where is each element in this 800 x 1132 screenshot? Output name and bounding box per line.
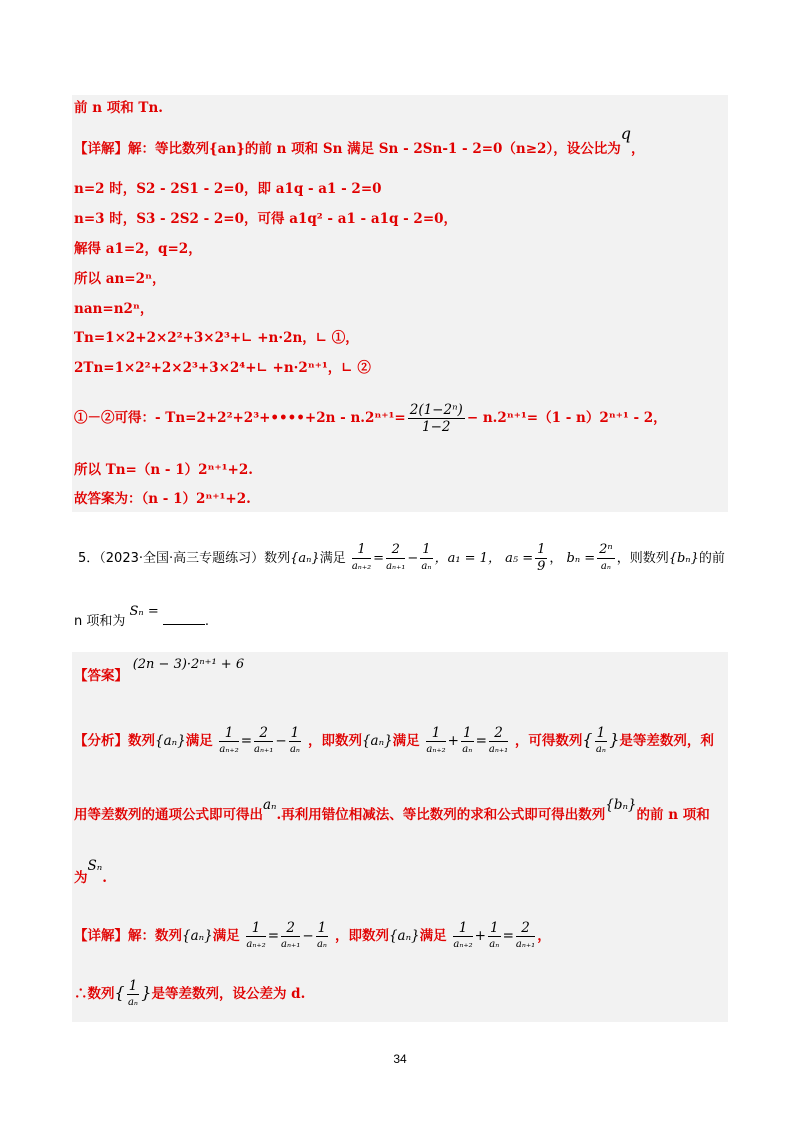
frac-2-an1-num: 2 [386,542,405,559]
num: 1 [317,920,327,936]
den: aₙ₊₁ [281,939,301,950]
analysis-line-3-text: 为 [74,870,88,886]
an-symbol: aₙ [263,797,277,813]
equals-sign: = [502,928,514,944]
detail-line-2-end: 是等差数列，设公差为 d. [151,986,306,1002]
solution-line-10-end: − n.2ⁿ⁺¹=（1 - n）2ⁿ⁺¹ - 2， [466,410,667,426]
frac-1-an2-den: aₙ₊₂ [351,561,372,572]
solution-line-3: n=2 时，S2 - 2S1 - 2=0，即 a1q - a1 - 2=0 [74,181,382,197]
problem-5-satisfies: 满足 [319,551,346,566]
detail-text-4: 满足 [419,928,447,944]
problem-5-line-1 [78,542,725,575]
frac-bn-den: aₙ [600,561,611,572]
analysis-text-6: 是等差数列，利 [619,733,714,749]
seq-a: {aₙ} [182,928,213,944]
solution-line-11: 所以 Tn=（n - 1）2ⁿ⁺¹+2. [74,462,253,478]
frac-1-an2 [453,920,472,953]
solution-line-2-text: 【详解】解：等比数列{an}的前 n 项和 Sn 满足 Sn - 2Sn-1 - 2=0（n≥2），设公比为 [74,141,621,157]
problem-5-line-2-text: n 项和为 [74,614,126,629]
detail-line-2: ∴数列{ $\frac{1}{\text{aₙ}}$ }是等差数列，设公差为 d. [74,978,305,1011]
den: aₙ₊₂ [246,939,266,950]
analysis-line-2-text: 用等差数列的通项公式即可得出 [74,807,263,823]
analysis-text-5: ，可得数列 [514,733,583,749]
answer-blank [163,612,205,625]
solution-line-5: 解得 a1=2，q=2， [74,241,202,257]
den: aₙ [489,939,500,950]
analysis-text-2: 满足 [185,733,213,749]
frac-a5-num: 1 [537,542,546,557]
equals-sign: = [475,733,487,749]
analysis-text-3: ，即数列 [307,733,362,749]
seq-b: {bₙ} [668,551,699,566]
seq-a: {aₙ} [155,733,186,749]
num: 1 [219,725,238,742]
seq-a: {aₙ} [361,733,393,749]
sum-fraction-numerator: 2(1−2ⁿ) [409,402,463,418]
num: 2 [516,920,535,937]
den: aₙ₊₂ [219,744,239,755]
num: 1 [596,725,606,741]
den: aₙ [462,744,473,755]
frac-2-an1-den: aₙ₊₁ [386,561,406,572]
frac-1-an [316,920,329,953]
detail-text-5: ， [537,928,551,944]
solution-line-1: 前 n 项和 Tn. [74,100,163,116]
frac-1-an-num: 1 [422,542,431,557]
solution-line-8: Tn=1×2+2×2²+3×2³+∟ +n·2n，∟ ①， [74,330,359,346]
analysis-line-1: 【分析】数列{aₙ}满足 $\frac{1}{\text{aₙ₊₂}}$ = $\frac{2}{\text{aₙ₊₁}}$ − $\frac{1}{\text{aₙ}}$ ，即数列{aₙ}满足 $\frac{1}{\text{aₙ₊₂}}$ + $\frac{1}{\text{aₙ}}$ = $\frac{2}{\text{aₙ₊₁}}$ ，可得数列{ $\frac{1}{\text{aₙ}}$ }是等差数列，利 [74,725,714,758]
num: 1 [426,725,445,742]
den: aₙ₊₂ [453,939,473,950]
equals-sign: = [373,551,385,566]
problem-5-then: ，则数列 [616,551,669,566]
num: 2 [281,920,300,937]
definition-bn: bₙ = [566,551,596,566]
answer-line [74,657,245,687]
problem-5-line-2 [74,604,209,632]
seq-a: {aₙ} [388,928,420,944]
answer-value: (2n − 3)·2ⁿ⁺¹ + 6 [132,657,245,672]
num: 1 [246,920,265,937]
frac-1-an [420,542,432,575]
solution-line-10-text: ①－②可得：- Tn=2+2²+2³+••••+2n - n.2ⁿ⁺¹= [74,410,406,426]
frac-2-an1 [489,725,508,758]
minus-sign: − [275,733,287,749]
den: aₙ₊₁ [254,744,274,755]
frac-bn [597,542,615,575]
condition-a5: a₅ = [505,551,534,566]
problem-5-line-2-end: . [204,614,209,629]
ratio-variable: q [620,124,631,143]
num: 1 [489,920,499,936]
frac-2-an1 [281,920,300,953]
frac-1-an-den: aₙ [421,561,432,572]
bn-symbol: {bₙ} [605,797,637,813]
minus-sign: − [302,928,314,944]
num: 1 [128,978,138,994]
den: aₙ₊₂ [426,744,446,755]
detail-label: 【详解】解：数列 [74,928,182,944]
frac-1-an [461,725,474,758]
num: 2 [489,725,508,742]
analysis-label: 【分析】 [74,733,128,749]
den: aₙ₊₁ [515,939,536,950]
sum-fraction [408,402,465,435]
solution-line-2-end: ， [630,141,645,157]
solution-line-2 [74,124,645,159]
frac-1-an2 [352,542,371,575]
frac-1-an2 [246,920,265,953]
solution-line-9: 2Tn=1×2²+2×2³+3×2⁴+∟ +n·2ⁿ⁺¹，∟ ② [74,360,371,376]
solution-line-4: n=3 时，S3 - 2S2 - 2=0，可得 a1q² - a1 - a1q - 2=0， [74,211,458,227]
num: 2 [254,725,273,742]
sn-symbol: Sₙ = [129,604,159,619]
frac-1-an-braced [127,978,140,1011]
den: aₙ₊₁ [488,744,509,755]
detail-line-2-text: ∴数列 [74,986,115,1002]
analysis-line-3 [74,858,107,888]
answer-label: 【答案】 [74,668,128,684]
analysis-text-1: 数列 [128,733,155,749]
num: 1 [453,920,472,937]
equals-sign: = [267,928,280,944]
plus-sign: + [447,733,459,749]
analysis-line-2-end: 的前 n 项和 [636,807,710,823]
frac-1-an [488,920,501,953]
solution-line-6: 所以 an=2ⁿ， [74,271,166,287]
detail-text-2: 满足 [212,928,240,944]
plus-sign: + [474,928,486,944]
num: 1 [462,725,472,741]
solution-line-12: 故答案为：（n - 1）2ⁿ⁺¹+2. [74,491,251,507]
analysis-line-2 [74,797,710,825]
den: aₙ [316,939,327,950]
solution-line-10 [74,402,667,435]
detail-line-1 [74,920,551,953]
page-number: 34 [393,1052,407,1066]
frac-1-an-braced [595,725,608,758]
seq-a: {aₙ} [290,551,320,566]
detail-text-3: ，即数列 [334,928,389,944]
frac-1-an2-num: 1 [352,542,371,559]
comma: ， [549,551,563,566]
sum-fraction-denominator: 1−2 [422,419,451,435]
minus-sign: − [407,551,419,566]
frac-1-an2 [219,725,238,758]
den: aₙ [595,744,606,755]
analysis-line-3-end: . [102,870,107,886]
frac-1-an [289,725,302,758]
equals-sign: = [240,733,253,749]
analysis-text-4: 满足 [392,733,420,749]
den: aₙ [289,744,300,755]
analysis-line-2-mid: .再利用错位相减法、等比数列的求和公式即可得出数列 [276,807,606,823]
frac-2-an1 [516,920,535,953]
frac-bn-num: 2ⁿ [599,542,613,557]
sn-symbol: Sₙ [87,858,103,874]
frac-a5-value [535,542,547,575]
frac-1-an2 [426,725,445,758]
frac-2-an1 [386,542,405,575]
num: 1 [290,725,300,741]
frac-2-an1 [254,725,273,758]
den: aₙ [127,997,138,1008]
problem-5-label: 5．（2023·全国·高三专题练习）数列 [78,551,291,566]
frac-a5-den: 9 [537,559,546,574]
condition-a1: ，a₁ = 1， [434,551,501,566]
problem-5-tail: 的前 [698,551,725,566]
answer-shaded-block [72,652,728,1022]
solution-line-7: nan=n2ⁿ， [74,301,154,317]
